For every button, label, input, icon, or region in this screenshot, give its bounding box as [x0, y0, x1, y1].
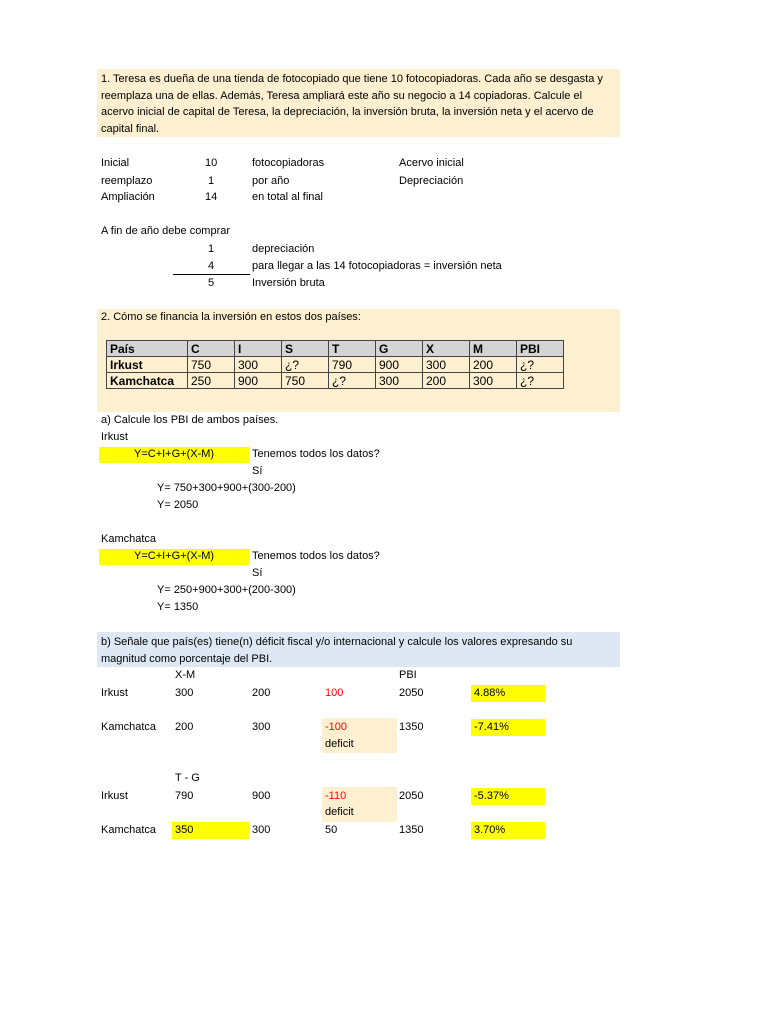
part-a-title: a) Calcule los PBI de ambos países. [101, 414, 279, 426]
tg-header: T - G [175, 772, 200, 784]
tg-irkust-note: deficit [325, 806, 354, 818]
tg-kamchatca-pbi: 1350 [399, 824, 424, 836]
kamchatca-label: Kamchatca [101, 533, 157, 545]
table-header-row [107, 341, 564, 357]
buy-neta-text: para llegar a las 14 fotocopiadoras = inversión neta [252, 260, 502, 272]
header-s: S [282, 341, 329, 357]
question-1-text: 1. Teresa es dueña de una tienda de fotocopiado que tiene 10 fotocopiadoras. Cada año se desgasta y reemplaza una de ellas. Además, Teresa ampliará este año su negocio a 14 copiadoras. Calcule el acervo inicial de capital de Teresa, la depreciación, la inversión bruta, la inversión neta y el acervo de capital final. [101, 73, 603, 135]
cell-t: 790 [329, 357, 376, 373]
xm-kamchatca-country: Kamchatca [101, 721, 157, 733]
tg-kamchatca-pct: 3.70% [474, 824, 506, 836]
header-m: M [470, 341, 517, 357]
xm-kamchatca-pct: -7.41% [474, 721, 509, 733]
cell-g: 300 [376, 373, 423, 389]
kamchatca-question: Tenemos todos los datos? [252, 550, 380, 562]
buy-bruta-value: 5 [208, 277, 215, 289]
tg-irkust-pbi: 2050 [399, 790, 424, 802]
buy-label: A fin de año debe comprar [101, 225, 231, 237]
cell-s: 750 [282, 373, 329, 389]
cell-c: 750 [188, 357, 235, 373]
row-reemplazo-label: reemplazo [101, 175, 153, 187]
row-ampliacion-label: Ampliación [101, 191, 155, 203]
header-pais: País [107, 341, 188, 357]
cell-pbi: ¿? [517, 357, 564, 373]
xm-irkust-pbi: 2050 [399, 687, 424, 699]
header-g: G [376, 341, 423, 357]
kamchatca-calc: Y= 250+900+300+(200-300) [157, 584, 296, 596]
xm-irkust-m: 200 [252, 687, 271, 699]
tg-kamchatca-g: 300 [252, 824, 271, 836]
countries-table [106, 340, 564, 389]
cell-country: Kamchatca [107, 373, 188, 389]
row-reemplazo-note: Depreciación [399, 175, 464, 187]
xm-irkust-x: 300 [175, 687, 194, 699]
cell-i: 300 [235, 357, 282, 373]
irkust-question: Tenemos todos los datos? [252, 448, 380, 460]
kamchatca-result: Y= 1350 [157, 601, 199, 613]
header-i: I [235, 341, 282, 357]
cell-x: 300 [423, 357, 470, 373]
buy-depreciacion-text: depreciación [252, 243, 315, 255]
question-2-text: 2. Cómo se financia la inversión en estos dos países: [101, 311, 361, 323]
row-inicial-label: Inicial [101, 157, 130, 169]
xm-kamchatca-m: 300 [252, 721, 271, 733]
row-reemplazo-value: 1 [208, 175, 215, 187]
cell-country: Irkust [107, 357, 188, 373]
cell-i: 900 [235, 373, 282, 389]
tg-irkust-pct: -5.37% [474, 790, 509, 802]
cell-g: 900 [376, 357, 423, 373]
kamchatca-answer: Sí [252, 567, 263, 579]
xm-irkust-diff: 100 [325, 687, 344, 699]
row-ampliacion-value: 14 [205, 191, 218, 203]
irkust-answer: Sí [252, 465, 263, 477]
buy-depreciacion-value: 1 [208, 243, 215, 255]
header-pbi: PBI [517, 341, 564, 357]
header-t: T [329, 341, 376, 357]
irkust-calc: Y= 750+300+900+(300-200) [157, 482, 296, 494]
row-ampliacion-unit: en total al final [252, 191, 323, 203]
tg-irkust-g: 900 [252, 790, 271, 802]
irkust-formula: Y=C+I+G+(X-M) [134, 448, 215, 460]
table-row [107, 357, 564, 373]
tg-kamchatca-country: Kamchatca [101, 824, 157, 836]
cell-m: 300 [470, 373, 517, 389]
pbi-header: PBI [399, 669, 417, 681]
xm-kamchatca-pbi: 1350 [399, 721, 424, 733]
xm-irkust-country: Irkust [101, 687, 128, 699]
cell-s: ¿? [282, 357, 329, 373]
kamchatca-formula: Y=C+I+G+(X-M) [134, 550, 215, 562]
xm-kamchatca-note: deficit [325, 738, 354, 750]
xm-kamchatca-diff: -100 [325, 721, 348, 733]
table-row [107, 373, 564, 389]
buy-neta-value: 4 [208, 260, 215, 272]
xm-kamchatca-x: 200 [175, 721, 194, 733]
cell-pbi: ¿? [517, 373, 564, 389]
cell-m: 200 [470, 357, 517, 373]
sum-underline [173, 274, 250, 275]
irkust-result: Y= 2050 [157, 499, 199, 511]
header-c: C [188, 341, 235, 357]
row-inicial-note: Acervo inicial [399, 157, 464, 169]
cell-c: 250 [188, 373, 235, 389]
tg-irkust-diff: -110 [325, 790, 347, 802]
irkust-label: Irkust [101, 431, 128, 443]
xm-irkust-pct: 4.88% [474, 687, 506, 699]
header-x: X [423, 341, 470, 357]
cell-t: ¿? [329, 373, 376, 389]
cell-x: 200 [423, 373, 470, 389]
buy-bruta-text: Inversión bruta [252, 277, 325, 289]
xm-header: X-M [175, 669, 196, 681]
row-inicial-unit: fotocopiadoras [252, 157, 325, 169]
row-reemplazo-unit: por año [252, 175, 290, 187]
part-b-title: b) Señale que país(es) tiene(n) déficit fiscal y/o internacional y calcule los valores expresando su magnitud como porcentaje del PBI. [101, 636, 573, 665]
tg-kamchatca-diff: 50 [325, 824, 338, 836]
tg-irkust-country: Irkust [101, 790, 128, 802]
row-inicial-value: 10 [205, 157, 218, 169]
tg-irkust-t: 790 [175, 790, 194, 802]
tg-kamchatca-t: 350 [175, 824, 194, 836]
